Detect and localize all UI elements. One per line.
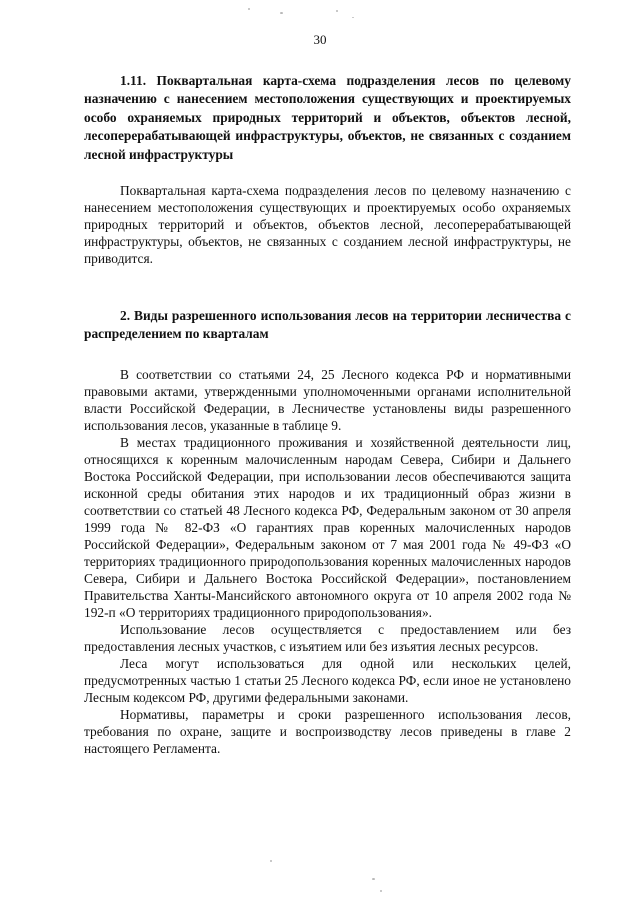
scan-speck	[352, 17, 354, 18]
paragraph: Поквартальная карта-схема подразделения лесов по целевому назначению с нанесением местоположения существующих и проектируемых особо охраняемых природных территорий и объектов, объектов лесной, лесоперерабатывающей инфраструктуры, объектов, не связанных с созданием лесной инфраструктуры, не приводится.	[84, 183, 571, 267]
scan-speck	[248, 8, 250, 10]
document-body	[84, 72, 571, 757]
page-number: 30	[313, 32, 327, 47]
paragraph: Нормативы, параметры и сроки разрешенного использования лесов, требования по охране, защите и воспроизводству лесов приведены в главе 2 настоящего Регламента.	[84, 706, 571, 756]
section-heading-1-11: 1.11. Поквартальная карта-схема подразделения лесов по целевому назначению с нанесением местоположения существующих и проектируемых особо охраняемых природных территорий и объектов, объектов лесной, лесоперерабатывающей инфраструктуры, объектов, не связанных с созданием лесной инфраструктуры	[84, 73, 571, 162]
paragraph: В местах традиционного проживания и хозяйственной деятельности лиц, относящихся к коренным малочисленным народам Севера, Сибири и Дальнего Востока Российской Федерации, при использовании лесов обеспечиваются защита исконной среды обитания этих народов и их традиционный образ жизни в соответствии со статьей 48 Лесного кодекса РФ, Федеральным законом от 30 апреля 1999 года № 82-ФЗ «О гарантиях прав коренных малочисленных народов Российской Федерации», Федеральным законом от 7 мая 2001 года № 49-ФЗ «О территориях традиционного природопользования коренных малочисленных народов Севера, Сибири и Дальнего Востока Российской Федерации», постановлением Правительства Ханты-Мансийского автономного округа от 10 апреля 2002 года № 192-п «О территориях традиционного природопользования».	[84, 434, 571, 620]
paragraph: Леса могут использоваться для одной или нескольких целей, предусмотренных частью 1 статьи 25 Лесного кодекса РФ, если иное не установлено Лесным кодексом РФ, другими федеральными законами.	[84, 655, 571, 705]
scan-speck	[380, 890, 382, 892]
scan-speck	[372, 878, 375, 880]
section-heading-2: 2. Виды разрешенного использования лесов на территории лесничества с распределением по кварталам	[84, 308, 571, 342]
scan-speck	[270, 860, 272, 862]
paragraph: В соответствии со статьями 24, 25 Лесного кодекса РФ и нормативными правовыми актами, утвержденными уполномоченными органами исполнительной власти Российской Федерации, в Лесничестве установлены виды разрешенного использования лесов, указанные в таблице 9.	[84, 366, 571, 433]
paragraph: Использование лесов осуществляется с предоставлением или без предоставления лесных участков, с изъятием или без изъятия лесных ресурсов.	[84, 621, 571, 654]
scan-speck	[336, 10, 338, 12]
scan-speck	[280, 12, 283, 14]
